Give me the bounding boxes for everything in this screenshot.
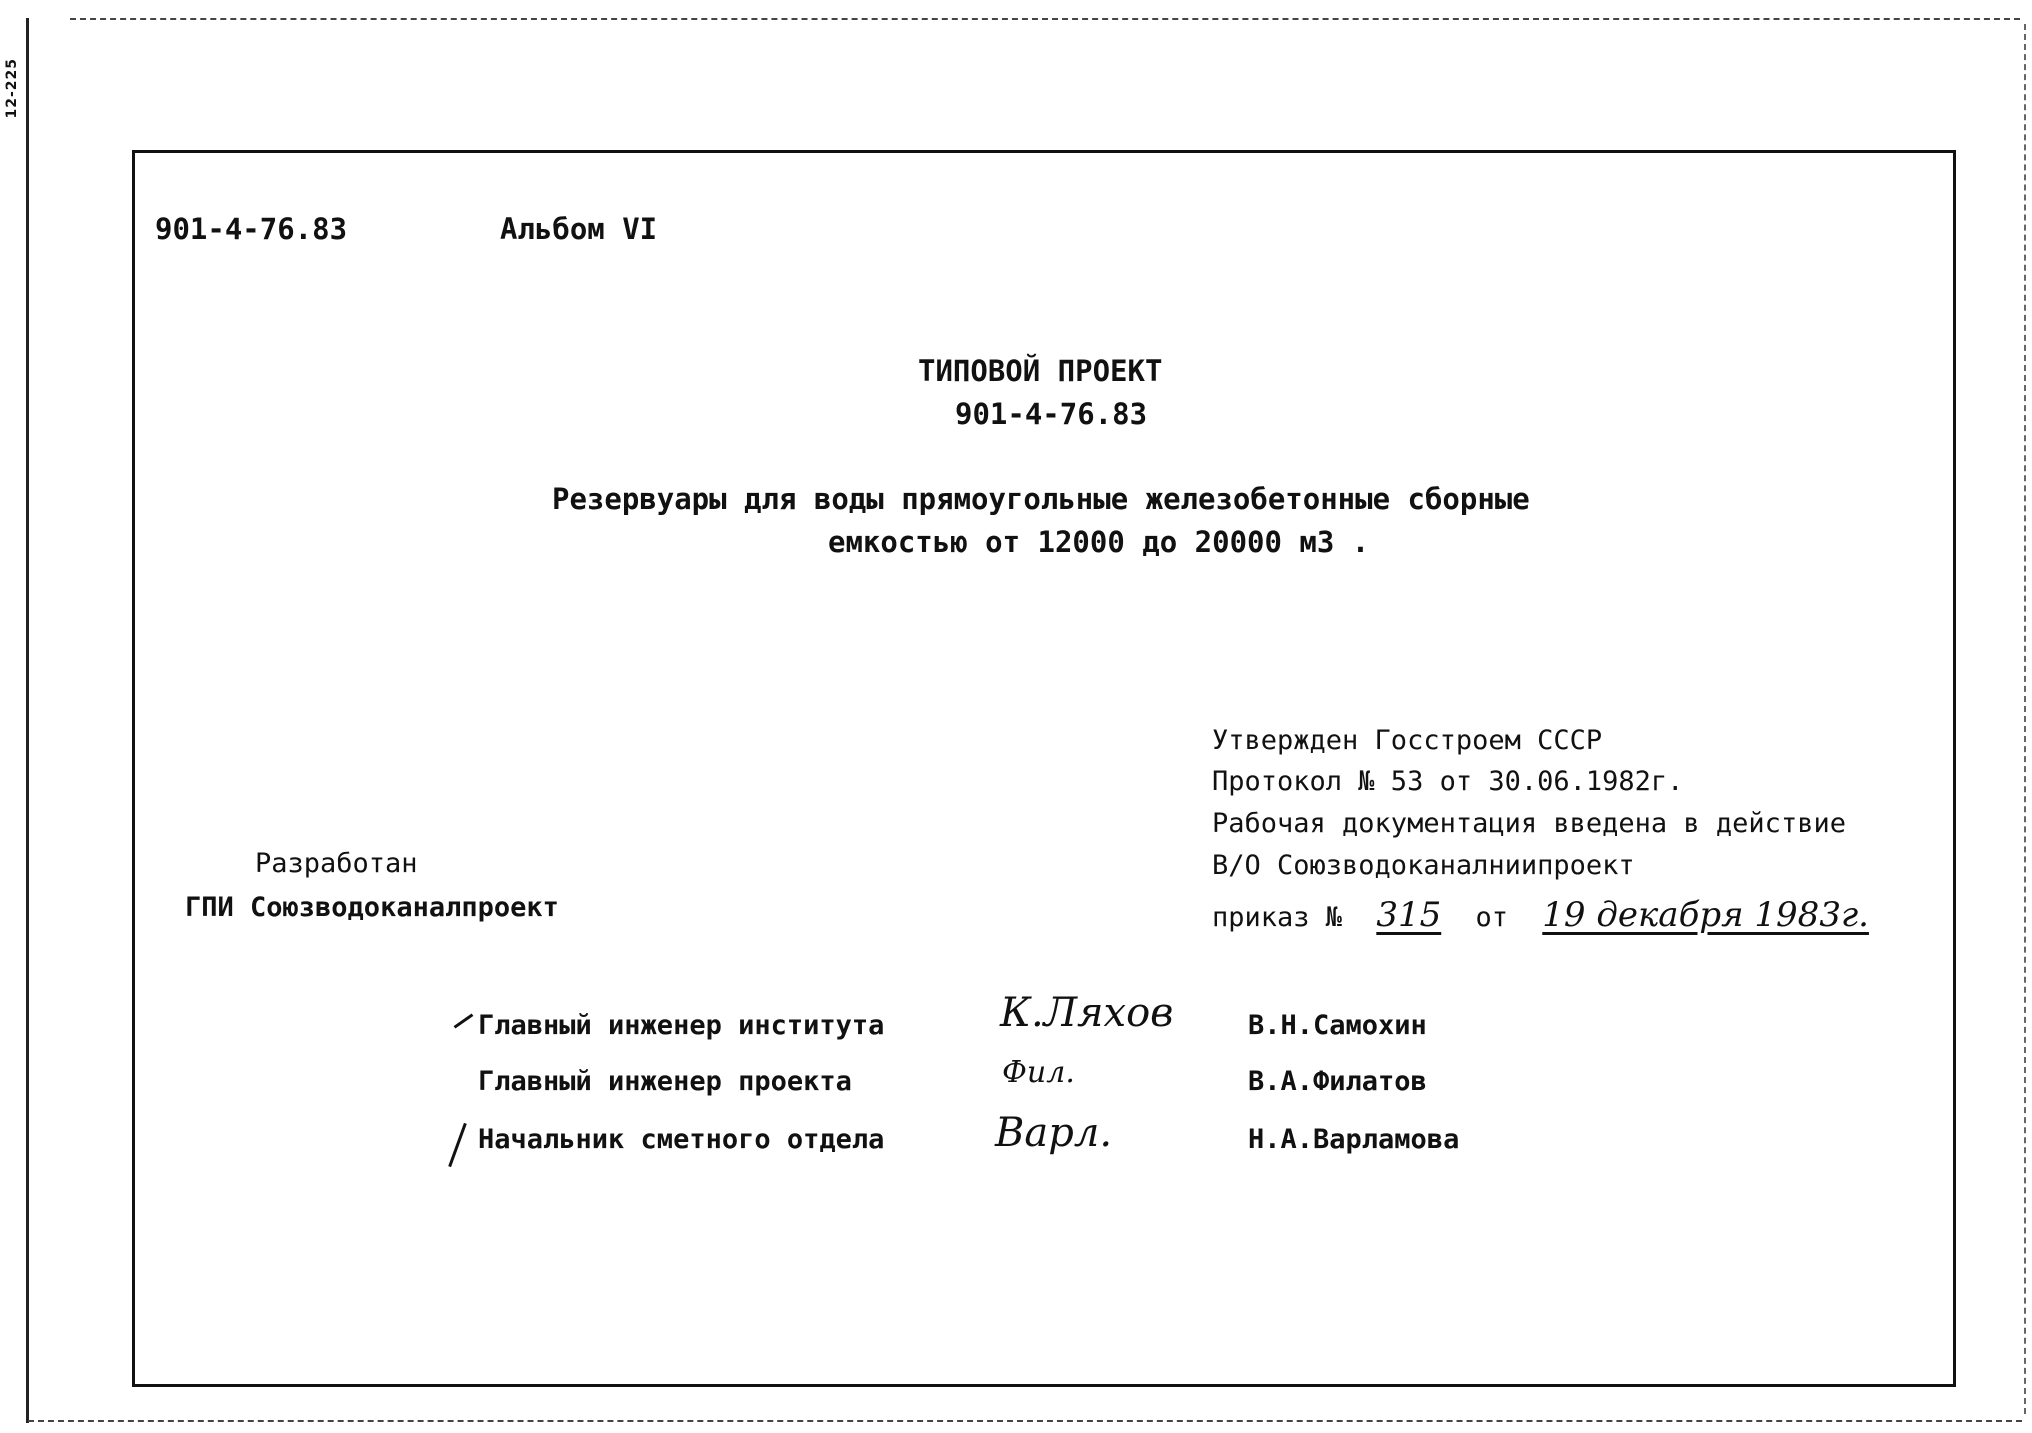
corner-stamp-mark: 12-225 xyxy=(4,58,20,119)
order-from: от xyxy=(1475,902,1508,933)
developer-org: ГПИ Союзводоканалпроект xyxy=(185,892,559,923)
signatory-name-1: В.Н.Самохин xyxy=(1248,1010,1427,1041)
approval-line4: В/О Союзводоканалниипроект xyxy=(1212,850,1635,881)
signatory-position-2: Главный инженер проекта xyxy=(478,1066,852,1097)
approval-line2: Протокол № 53 от 30.06.1982г. xyxy=(1212,766,1684,797)
approval-line3: Рабочая документация введена в действие xyxy=(1212,808,1846,839)
signature-2: Фил. xyxy=(1002,1055,1075,1090)
signatory-position-3: Начальник сметного отдела xyxy=(478,1124,885,1155)
order-prefix: приказ № xyxy=(1212,902,1343,933)
signature-3: Варл. xyxy=(995,1110,1113,1156)
sheet-edge-bottom xyxy=(28,1420,2022,1422)
sheet-edge-right xyxy=(2024,24,2026,1414)
order-date-handwritten: 19 декабря 1983г. xyxy=(1542,895,1869,935)
album-number: Альбом VI xyxy=(500,212,658,246)
project-name-line2: емкостью от 12000 до 20000 м3 . xyxy=(828,525,1370,559)
project-code: 901-4-76.83 xyxy=(155,212,348,246)
order-number-handwritten: 315 xyxy=(1376,895,1442,935)
signatory-name-2: В.А.Филатов xyxy=(1248,1066,1427,1097)
signatory-name-3: Н.А.Варламова xyxy=(1248,1124,1460,1155)
signatory-position-1: Главный инженер института xyxy=(478,1010,885,1041)
project-name-line1: Резервуары для воды прямоугольные железобетонные сборные xyxy=(552,482,1530,516)
sheet-edge-top xyxy=(70,18,2020,20)
signature-1: К.Ляхов xyxy=(1000,990,1174,1036)
project-type-title: ТИПОВОЙ ПРОЕКТ xyxy=(918,354,1163,388)
approval-order-line xyxy=(1212,895,1869,935)
developer-label: Разработан xyxy=(255,848,418,879)
project-number-title: 901-4-76.83 xyxy=(955,397,1148,431)
approval-line1: Утвержден Госстроем СССР xyxy=(1212,725,1603,756)
sheet-edge-left xyxy=(26,18,29,1423)
